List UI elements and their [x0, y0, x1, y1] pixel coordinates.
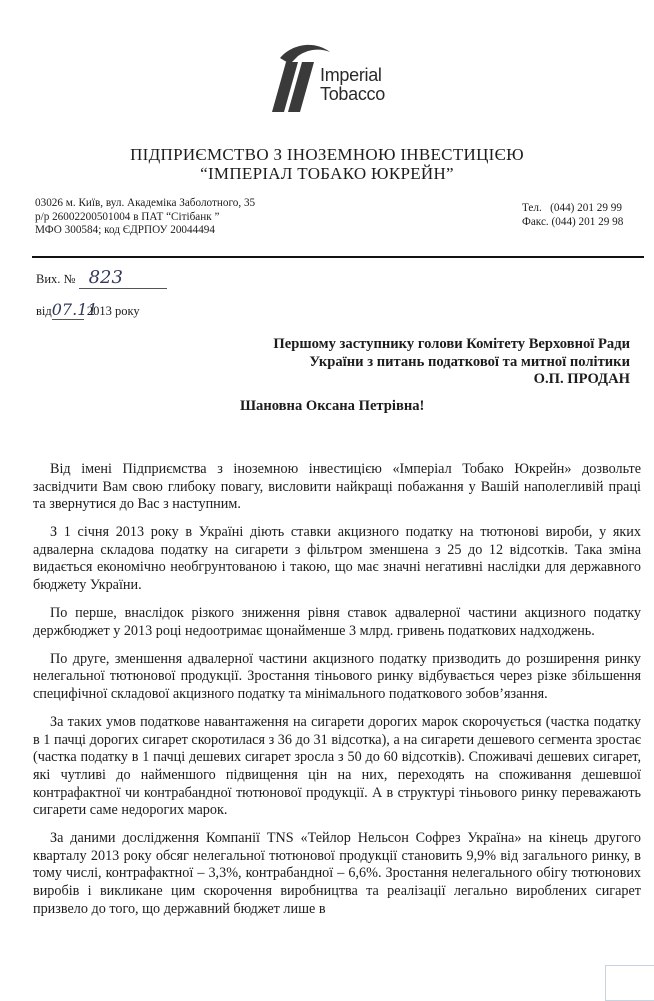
header-divider — [32, 256, 644, 258]
outgoing-number — [36, 267, 167, 289]
recipient-block — [273, 336, 630, 389]
paragraph: За даними дослідження Компанії TNS «Тейлор Нельсон Софрез Україна» на кінець другого кварталу 2013 року обсяг нелегальної тютюнової продукції становить 9,9% від загального ринку, в тому числі, контрафактної – 3,3%, контрабандної – 6,6%. Зростання нелегального обігу тютюнових виробів і викликане цим скорочення виробництва та реалізації легально вироблених сигарет призвело до того, що державний бюджет лише в — [33, 830, 641, 917]
phone-line — [522, 202, 623, 216]
outgoing-date — [36, 300, 140, 320]
fax-line — [522, 216, 623, 230]
outgoing-date-handwritten: 07.11 — [51, 300, 98, 319]
salutation: Шановна Оксана Петрівна! — [240, 398, 425, 414]
paragraph: З 1 січня 2013 року в Україні діють ставки акцизного податку на тютюнові вироби, у яких адвалерна складова податку на сигарети з фільтром зменшена з 25 до 12 відсотків. Така зміна видається економічно необгрунтованою і такою, що має значні негативні наслідки для державного бюджету України. — [33, 524, 641, 594]
fax-label: Факс. — [522, 215, 549, 228]
paragraph: По друге, зменшення адвалерної частини акцизного податку призводить до розширення ринку нелегальної тютюнової продукції. Зростання тіньового ринку відбувається через різке збільшення специфічної складової акцизного податку та мінімального податкового зобов’язання. — [33, 650, 641, 703]
fax-number: (044) 201 29 98 — [551, 215, 624, 228]
outgoing-number-label: Вих. № — [36, 272, 76, 286]
company-contacts — [522, 202, 623, 229]
paragraph: По перше, внаслідок різкого зниження рівня ставок адвалерної частини акцизного податку держбюджет у 2013 році недоотримає щонайменше 3 млрд. гривень податкових надходжень. — [33, 605, 641, 639]
recipient-name: О.П. ПРОДАН — [533, 371, 630, 387]
logo-line-1: Imperial — [320, 65, 382, 85]
faded-stamp — [605, 965, 654, 1001]
letter-body — [33, 461, 641, 929]
org-line-2: “ІМПЕРІАЛ ТОБАКО ЮКРЕЙН” — [200, 164, 454, 183]
bank-account-line: р/р 26002200501004 в ПАТ “Сітібанк ” — [35, 210, 220, 223]
recipient-line-1: Першому заступнику голови Комітету Верховної Ради — [273, 336, 630, 352]
paragraph: За таких умов податкове навантаження на сигарети дорогих марок скорочується (частка податку в 1 пачці дорогих сигарет скоротилася з 36 до 31 відсотка), а на сигарети дешевого сегмента зростає (частка податку в 1 пачці дешевих сигарет зросла з 50 до 60 відсотків). Споживачі дешевих сигарет, які чутливі до найменшого підвищення цін на них, переходять на споживання дешевшої контрафактної чи контрабандної тютюнової продукції. А в структурі тіньового ринку переважають сигарети саме недорогих марок. — [33, 714, 641, 819]
company-logo — [270, 38, 400, 114]
logo-line-2: Tobacco — [320, 84, 385, 104]
phone-label: Тел. — [522, 202, 542, 214]
outgoing-year: 2013 року — [86, 304, 140, 318]
paragraph: Від імені Підприємства з іноземною інвестицією «Імперіал Тобако Юкрейн» дозвольте засвідчити Вам свою глибоку повагу, висловити найкращі побажання у Вашій наполегливій праці та звернутися до Вас з наступним. — [33, 461, 641, 513]
bank-code-line: МФО 300584; код ЄДРПОУ 20044494 — [35, 224, 215, 236]
outgoing-number-handwritten: 823 — [79, 267, 167, 289]
recipient-line-2: України з питань податкової та митної політики — [309, 353, 630, 370]
address-line: 03026 м. Київ, вул. Академіка Заболотного, 35 — [35, 197, 256, 209]
outgoing-date-label: від — [36, 304, 52, 318]
logo-text — [320, 66, 385, 104]
organization-name — [0, 145, 654, 183]
org-line-1: ПІДПРИЄМСТВО З ІНОЗЕМНОЮ ІНВЕСТИЦІЄЮ — [130, 145, 524, 164]
company-address — [35, 197, 255, 238]
phone-number: (044) 201 29 99 — [550, 202, 622, 214]
